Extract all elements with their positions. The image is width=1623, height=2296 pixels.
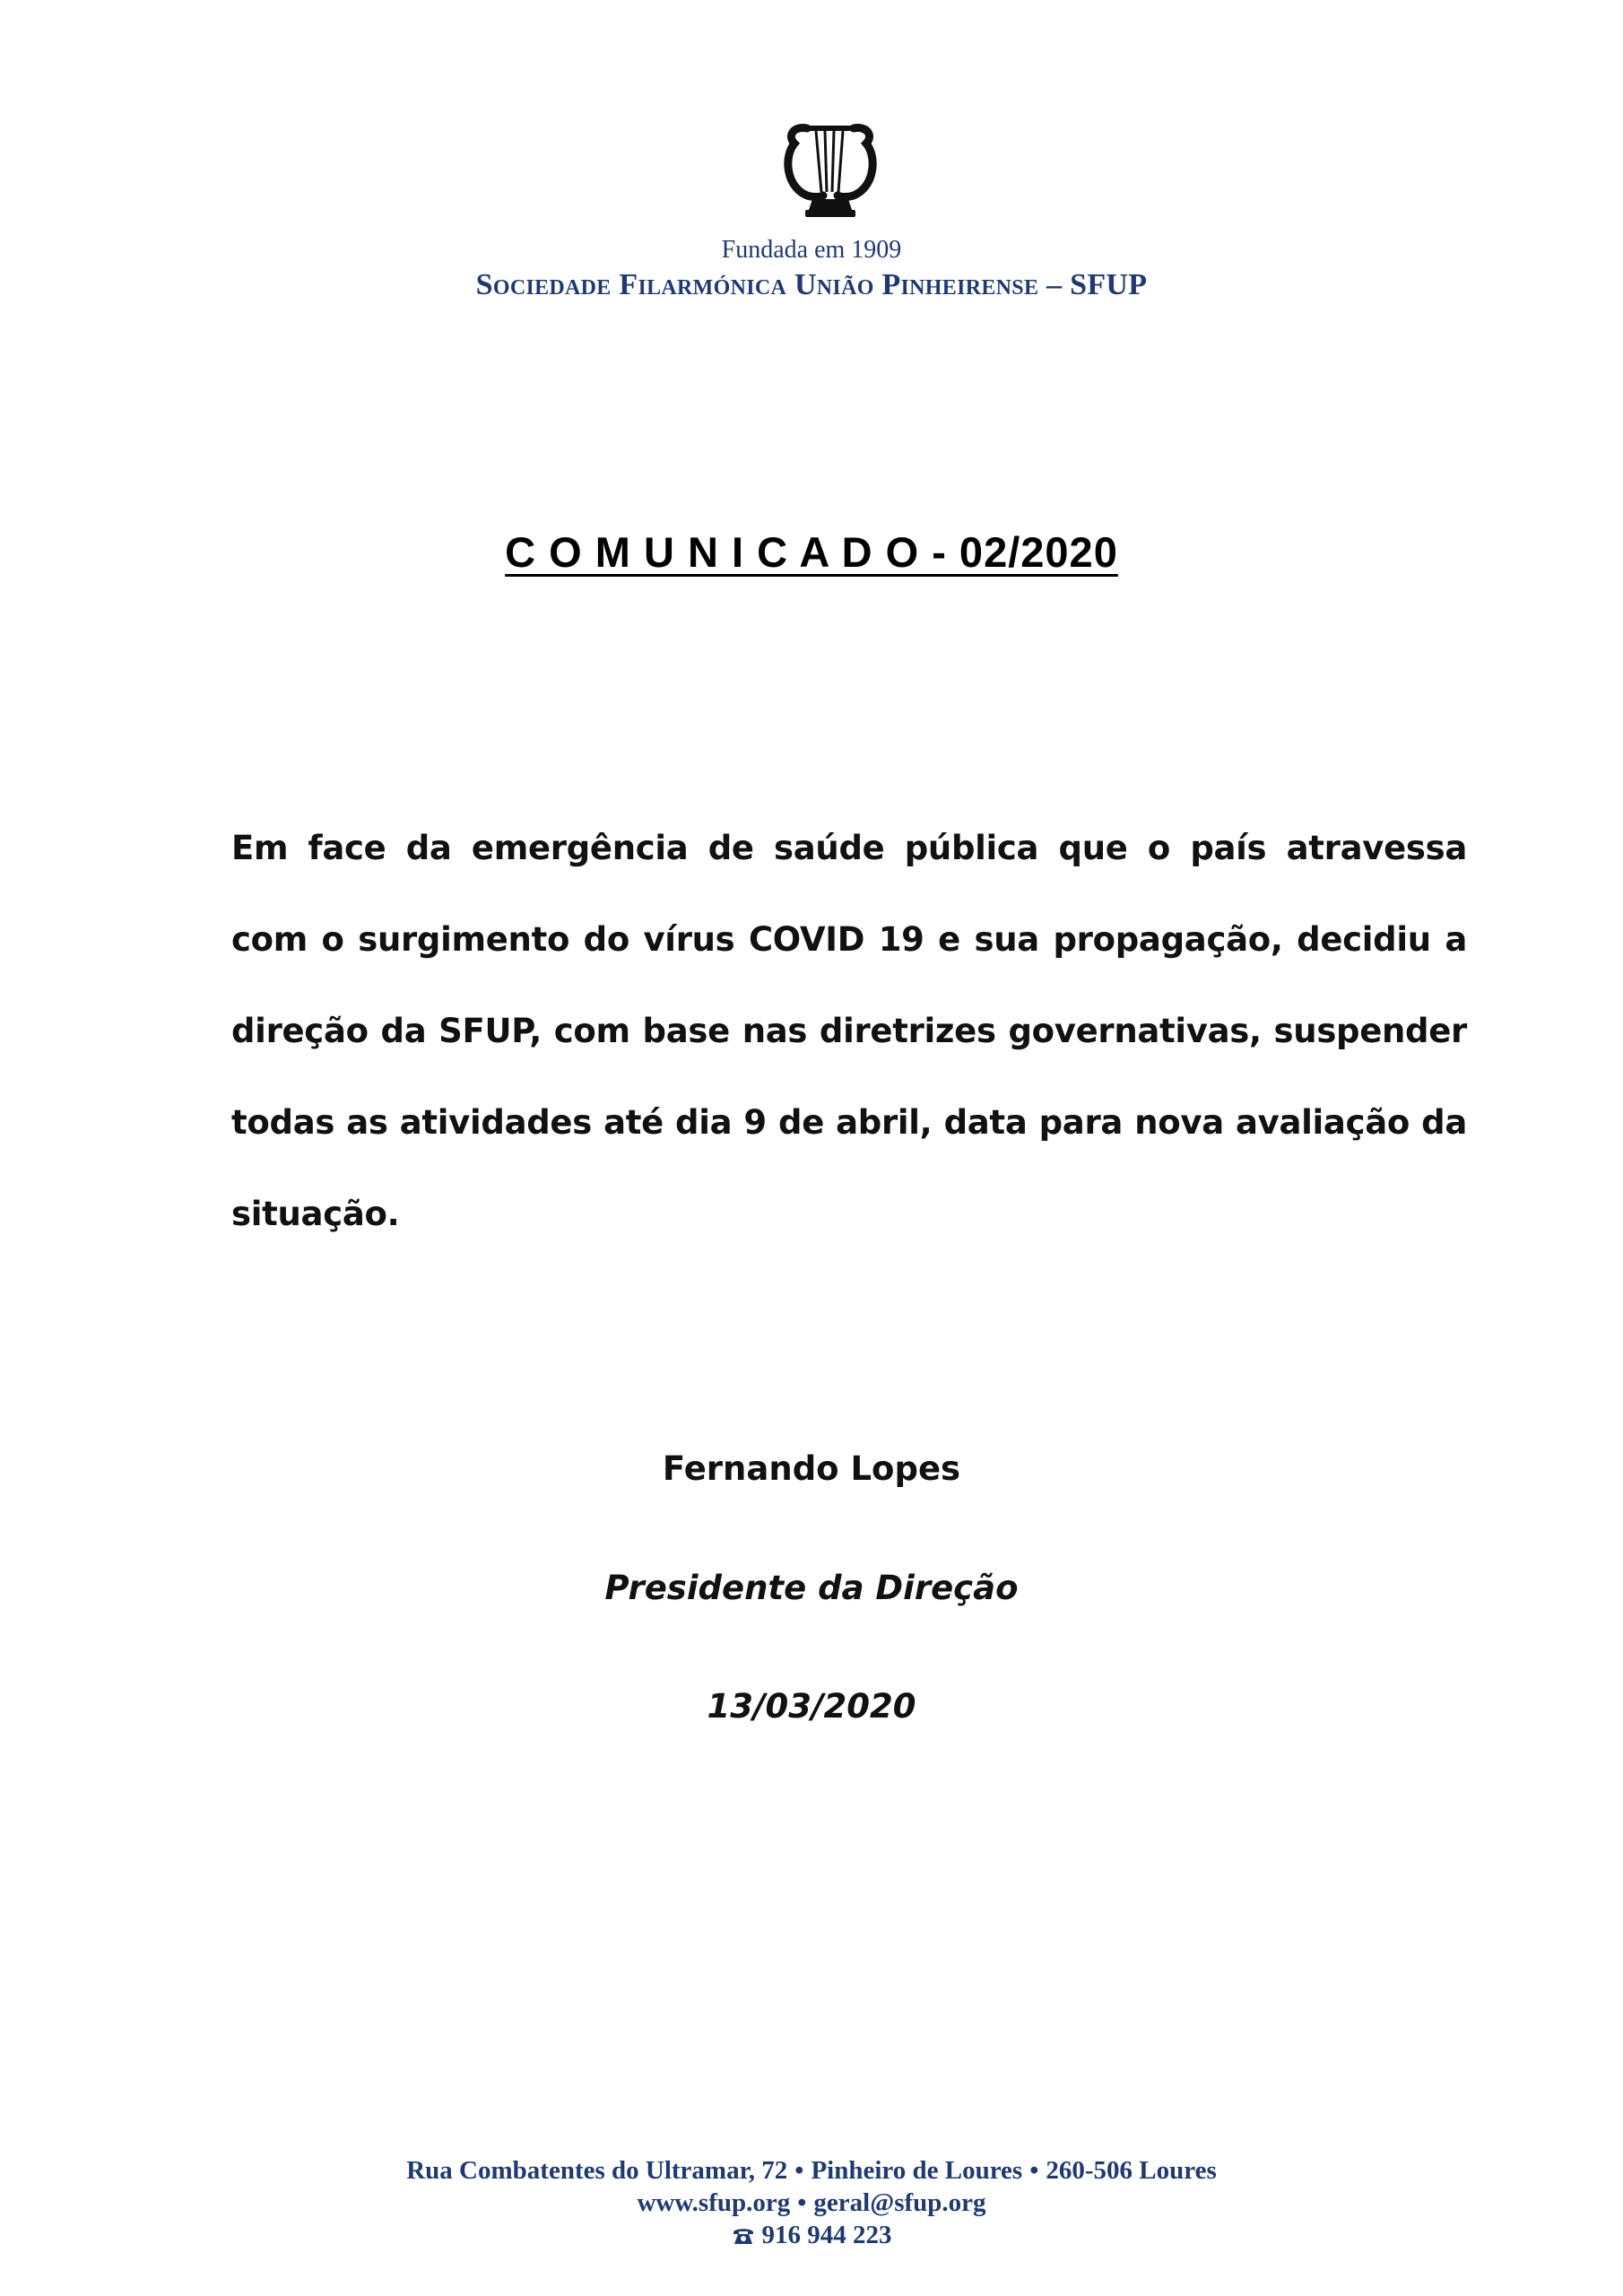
footer-address bbox=[0, 2154, 1623, 2187]
footer-locality: Pinheiro de Loures bbox=[811, 2156, 1023, 2185]
body-paragraph: Em face da emergência de saúde pública que o país atravessa com o surgimento do vírus COVID 19 e sua propagação, decidiu a direção da SFUP, com base nas diretrizes governativas, suspender todas as atividades até dia 9 de abril, data para nova avaliação da situação. bbox=[231, 829, 1467, 1233]
signature-date: 13/03/2020 bbox=[707, 1687, 916, 1726]
footer-phone[interactable]: 916 944 223 bbox=[761, 2221, 892, 2249]
footer bbox=[0, 2154, 1623, 2251]
telephone-icon bbox=[732, 2222, 755, 2241]
bullet-separator: • bbox=[797, 2188, 807, 2217]
footer-website-link[interactable]: www.sfup.org bbox=[637, 2188, 791, 2217]
footer-street: Rua Combatentes do Ultramar, 72 bbox=[406, 2156, 788, 2185]
document-title-text: C O M U N I C A D O - 02/2020 bbox=[505, 528, 1118, 576]
document-title bbox=[0, 527, 1623, 578]
footer-phone-line bbox=[0, 2219, 1623, 2251]
bullet-separator: • bbox=[794, 2156, 804, 2185]
lyre-icon bbox=[780, 117, 881, 222]
bullet-separator: • bbox=[1029, 2156, 1039, 2185]
founded-text: Fundada em 1909 bbox=[721, 236, 902, 264]
footer-postal: 260-506 Loures bbox=[1046, 2156, 1217, 2185]
organization-name: Sociedade Filarmónica União Pinheirense – SFUP bbox=[475, 268, 1148, 301]
signer-name: Fernando Lopes bbox=[662, 1449, 961, 1488]
signer-role: Presidente da Direção bbox=[604, 1569, 1019, 1607]
footer-email-link[interactable]: geral@sfup.org bbox=[813, 2188, 986, 2217]
footer-contacts bbox=[0, 2187, 1623, 2219]
